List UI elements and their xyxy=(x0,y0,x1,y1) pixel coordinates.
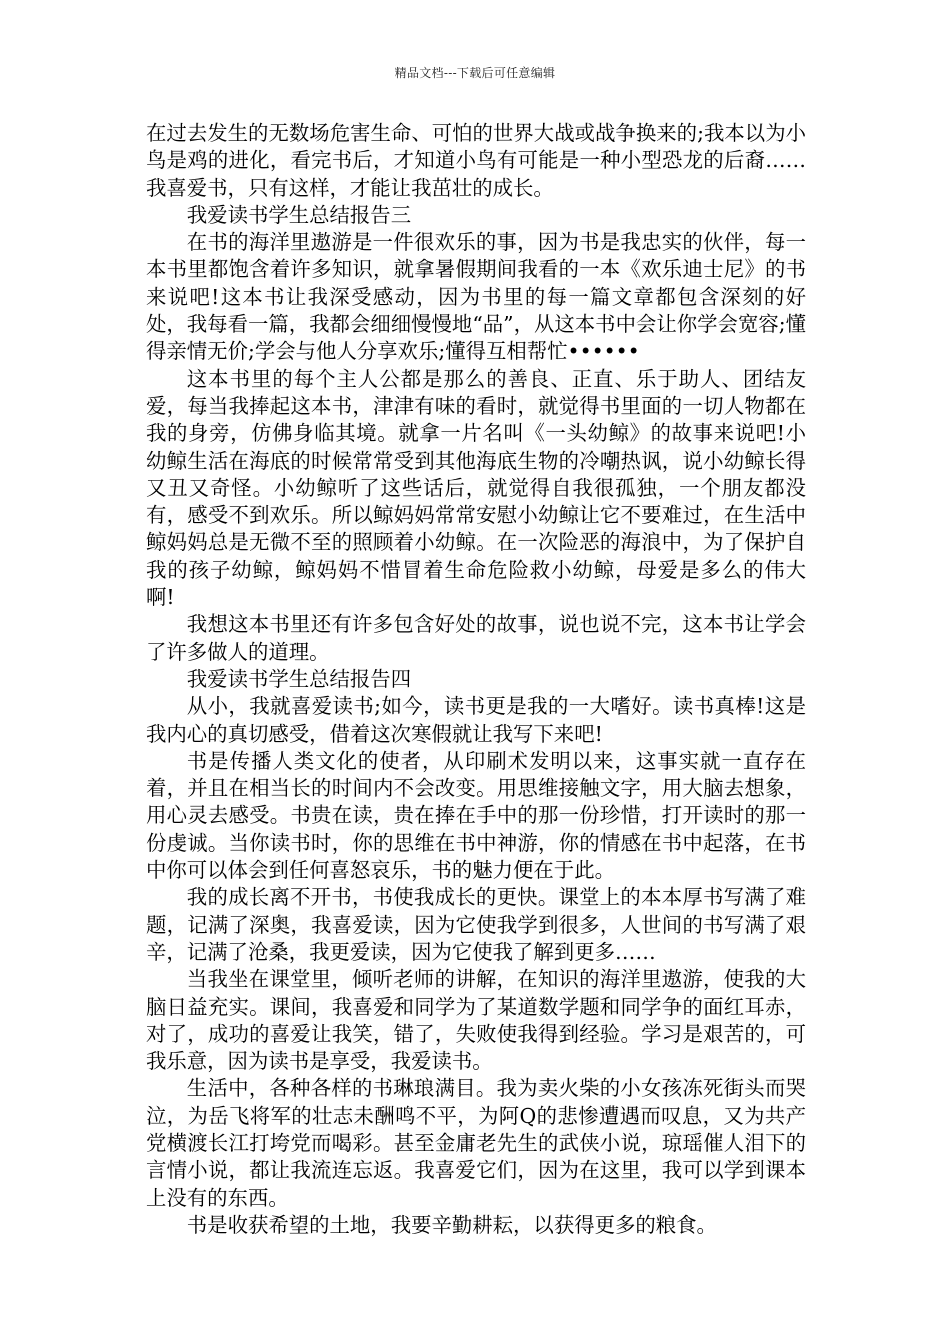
page-header: 精品文档---下载后可任意编辑 xyxy=(394,66,556,80)
section-heading-report-three: 我爱读书学生总结报告三 xyxy=(186,202,412,227)
paragraph: 生活中，各种各样的书琳琅满目。我为卖火柴的小女孩冻死街头而哭泣，为岳飞将军的壮志未酬鸣不平，为阿Q的悲惨遭遇而叹息，又为共产党横渡长江打垮党而喝彩。甚至金庸老先生的武侠小说，琼瑶催人泪下的言情小说，都让我流连忘返。我喜爱它们，因为在这里，我可以学到课本上没有的东西。 xyxy=(146,1076,806,1210)
paragraph: 书是收获希望的土地，我要辛勤耕耘，以获得更多的粮食。 xyxy=(186,1212,717,1237)
paragraph: 这本书里的每个主人公都是那么的善良、正直、乐于助人、团结友爱，每当我捧起这本书，津津有味的看时，就觉得书里面的一切人物都在我的身旁，仿佛身临其境。就拿一片名叫《一头幼鲸》的故事来说吧!小幼鲸生活在海底的时候常常受到其他海底生物的冷嘲热讽，说小幼鲸长得又丑又奇怪。小幼鲸听了这些话后，就觉得自我很孤独，一个朋友都没有，感受不到欢乐。所以鲸妈妈常常安慰小幼鲸让它不要难过，在生活中鲸妈妈总是无微不至的照顾着小幼鲸。在一次险恶的海浪中，为了保护自我的孩子幼鲸，鲸妈妈不惜冒着生命危险救小幼鲸，母爱是多么的伟大啊! xyxy=(146,366,806,610)
paragraph: 我想这本书里还有许多包含好处的故事，说也说不完，这本书让学会了许多做人的道理。 xyxy=(146,612,806,664)
paragraph: 从小，我就喜爱读书;如今，读书更是我的一大嗜好。读书真棒!这是我内心的真切感受，借着这次寒假就让我写下来吧! xyxy=(146,694,806,746)
paragraph: 当我坐在课堂里，倾听老师的讲解，在知识的海洋里遨游，使我的大脑日益充实。课间，我喜爱和同学为了某道数学题和同学争的面红耳赤，对了，成功的喜爱让我笑，错了，失败使我得到经验。学习是艰苦的，可我乐意，因为读书是享受，我爱读书。 xyxy=(146,967,806,1074)
document-body xyxy=(146,120,806,1239)
paragraph: 我的成长离不开书，书使我成长的更快。课堂上的本本厚书写满了难题，记满了深奥，我喜爱读，因为它使我学到很多，人世间的书写满了艰辛，记满了沧桑，我更爱读，因为它使我了解到更多…… xyxy=(146,885,806,964)
section-heading-report-four: 我爱读书学生总结报告四 xyxy=(186,666,412,691)
paragraph-continuation: 在过去发生的无数场危害生命、可怕的世界大战或战争换来的;我本以为小鸟是鸡的进化，看完书后，才知道小鸟有可能是一种小型恐龙的后裔……我喜爱书，只有这样，才能让我茁壮的成长。 xyxy=(146,121,806,200)
paragraph: 在书的海洋里遨游是一件很欢乐的事，因为书是我忠实的伙伴，每一本书里都饱含着许多知识，就拿暑假期间我看的一本《欢乐迪士尼》的书来说吧!这本书让我深受感动，因为书里的每一篇文章都包含深刻的好处，我每看一篇，我都会细细慢慢地“品”，从这本书中会让你学会宽容;懂得亲情无价;学会与他人分享欢乐;懂得互相帮忙•••••• xyxy=(146,230,806,364)
paragraph: 书是传播人类文化的使者，从印刷术发明以来，这事实就一直存在着，并且在相当长的时间内不会改变。用思维接触文字，用大脑去想象，用心灵去感受。书贵在读，贵在捧在手中的那一份珍惜，打开读时的那一份虔诚。当你读书时，你的思维在书中神游，你的情感在书中起落，在书中你可以体会到任何喜怒哀乐，书的魅力便在于此。 xyxy=(146,748,806,883)
